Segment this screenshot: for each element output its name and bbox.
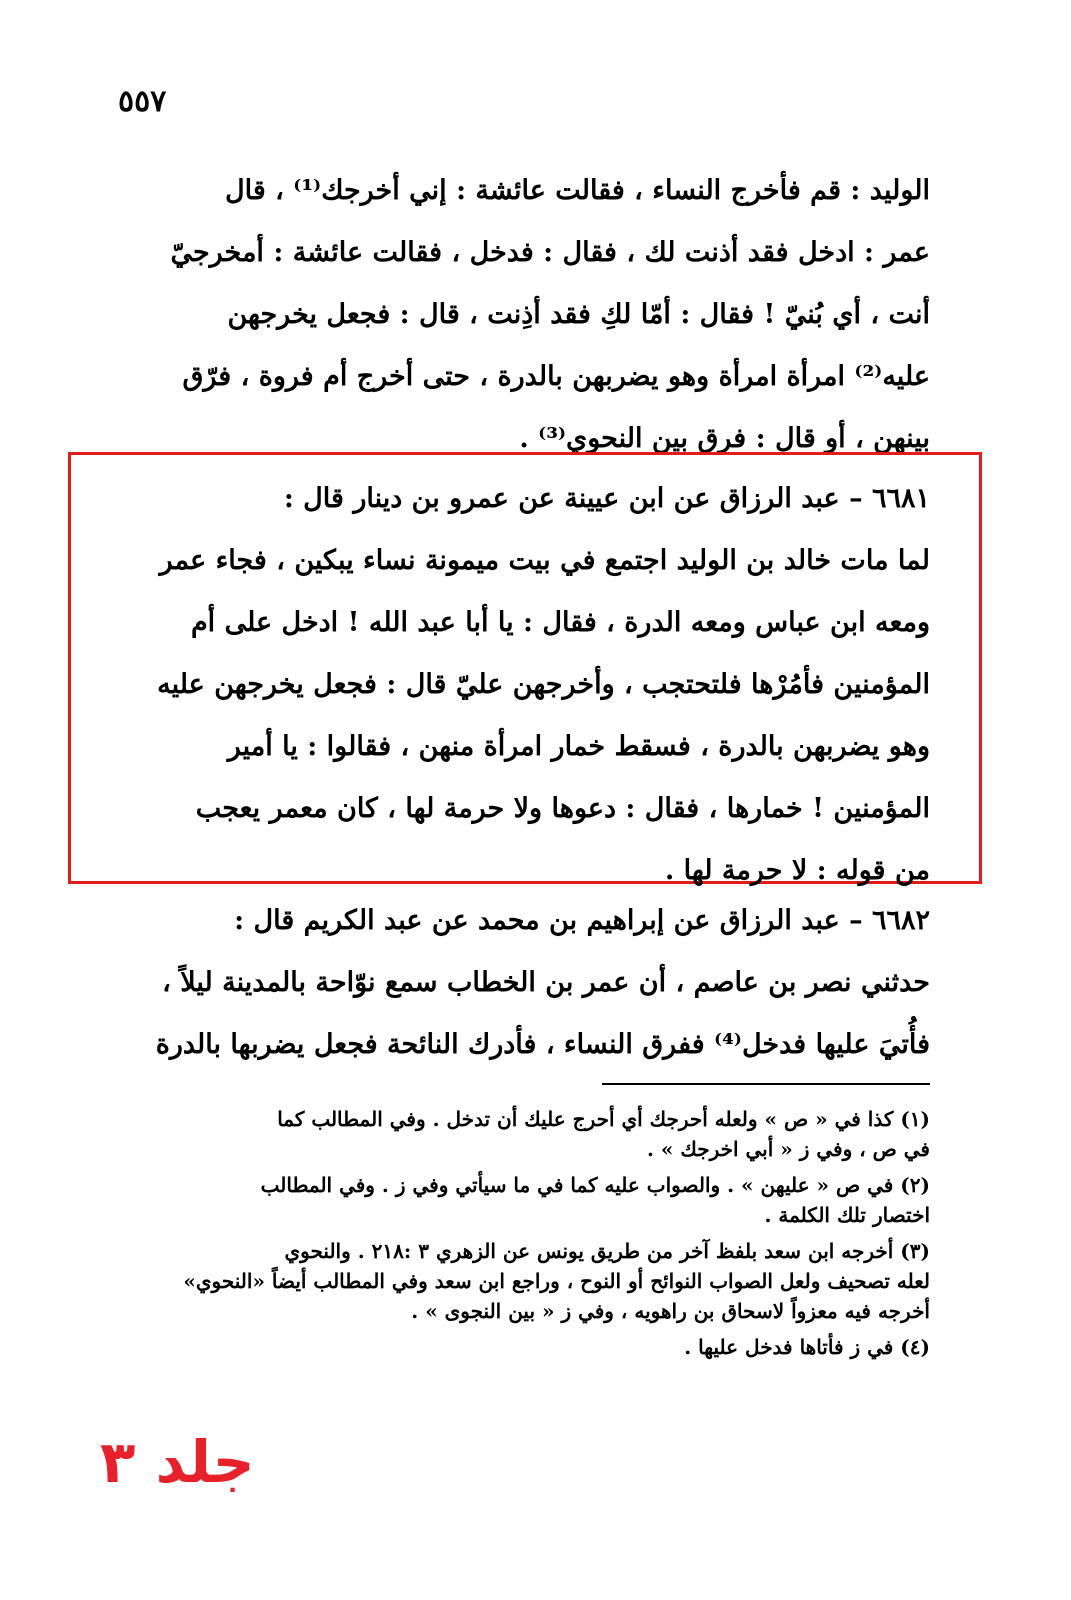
text-line: المؤمنين فأمُرْها فلتحتجب ، وأخرجهن عليّ قال : فجعل يخرجهن عليه — [157, 669, 930, 700]
text-line: أنت ، أي بُنيّ ! فقال : أمّا لكِ فقد أذِنت ، قال : فجعل يخرجهن — [227, 299, 930, 330]
text-line: ٦٦٨١ – عبد الرزاق عن ابن عيينة عن عمرو بن دينار قال : — [283, 483, 930, 514]
page-number: ٥٥٧ — [118, 84, 167, 119]
footnote-line: في ص ، وفي ز « أبي اخرجك » . — [646, 1137, 930, 1161]
text-line: لما مات خالد بن الوليد اجتمع في بيت ميمونة نساء يبكين ، فجاء عمر — [159, 545, 930, 576]
hadith-6681 — [118, 468, 930, 902]
volume-label: جلد ٣ — [100, 1428, 255, 1496]
footnote-line: (٣) أخرجه ابن سعد بلفظ آخر من طريق يونس عن الزهري ٣ :٢١٨ . والنحوي — [284, 1239, 930, 1263]
footnote-2 — [118, 1170, 930, 1230]
footnote-1 — [118, 1104, 930, 1164]
text-line: عمر : ادخل فقد أذنت لك ، فقال : فدخل ، فقالت عائشة : أمخرجيّ — [170, 237, 930, 268]
text-line: عليه⁽²⁾ امرأة امرأة وهو يضربهن بالدرة ، حتى أخرج أم فروة ، فرّق — [182, 361, 930, 392]
footnote-3 — [118, 1236, 930, 1326]
footnote-line: أخرجه فيه معزواً لاسحاق بن راهويه ، وفي ز « بين النجوى » . — [411, 1299, 930, 1323]
text-line: ومعه ابن عباس ومعه الدرة ، فقال : يا أبا عبد الله ! ادخل على أم — [190, 607, 930, 638]
text-line: ٦٦٨٢ – عبد الرزاق عن إبراهيم بن محمد عن عبد الكريم قال : — [234, 905, 930, 936]
hadith-6682 — [118, 890, 930, 1076]
text-line: بينهن ، أو قال : فرق بين النحوي⁽³⁾ . — [519, 423, 930, 454]
footnote-line: (٤) في ز فأتاها فدخل عليها . — [684, 1335, 930, 1359]
footnote-line: (٢) في ص « عليهن » . والصواب عليه كما في ما سيأتي وفي ز . وفي المطالب — [260, 1173, 930, 1197]
footnote-4 — [118, 1332, 930, 1362]
text-line: المؤمنين ! خمارها ، فقال : دعوها ولا حرمة لها ، كان معمر يعجب — [195, 793, 930, 824]
text-line: وهو يضربهن بالدرة ، فسقط خمار امرأة منهن ، فقالوا : يا أمير — [227, 731, 930, 762]
text-line: فأُتيَ عليها فدخل⁽⁴⁾ ففرق النساء ، فأدرك النائحة فجعل يضربها بالدرة — [155, 1029, 930, 1060]
footnotes — [118, 1104, 930, 1362]
footnote-line: اختصار تلك الكلمة . — [764, 1203, 930, 1227]
footnote-line: (١) كذا في « ص » ولعله أحرجك أي أحرج عليك أن تدخل . وفي المطالب كما — [277, 1107, 930, 1131]
footnote-line: لعله تصحيف ولعل الصواب النوائح أو النوح ، وراجع ابن سعد وفي المطالب أيضاً «النحوي» — [183, 1269, 930, 1293]
text-line: حدثني نصر بن عاصم ، أن عمر بن الخطاب سمع نوّاحة بالمدينة ليلاً ، — [162, 967, 930, 998]
text-line: من قوله : لا حرمة لها . — [664, 855, 930, 886]
paragraph-continuation — [118, 160, 930, 470]
text-line: الوليد : قم فأخرج النساء ، فقالت عائشة : إني أخرجك⁽¹⁾ ، قال — [225, 175, 930, 206]
footnote-divider — [602, 1083, 930, 1085]
